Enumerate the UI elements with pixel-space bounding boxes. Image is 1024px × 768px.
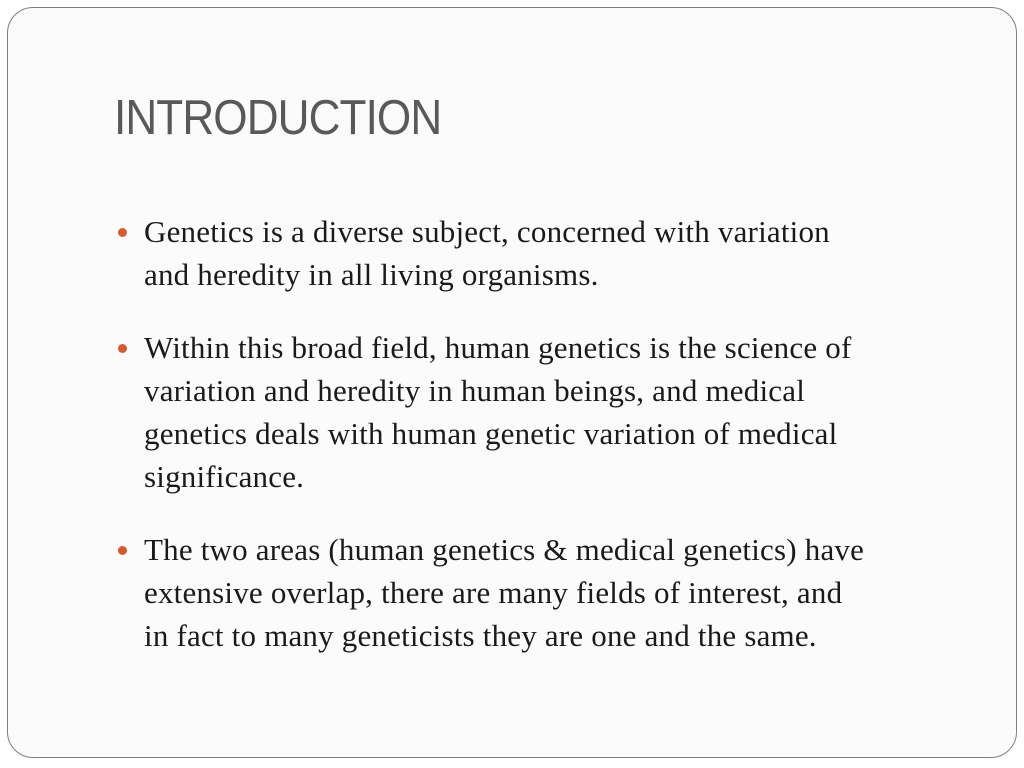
bullet-line: Within this broad field, human genetics is the science of — [144, 330, 852, 365]
bullet-item — [118, 528, 968, 657]
bullet-line: variation and heredity in human beings, and medical — [144, 373, 806, 408]
bullet-dot-icon — [118, 344, 127, 353]
bullet-line: and heredity in all living organisms. — [144, 257, 599, 292]
slide — [7, 7, 1017, 758]
bullet-item — [118, 326, 968, 498]
slide-title: INTRODUCTION — [114, 91, 442, 145]
bullet-line: significance. — [144, 459, 305, 494]
bullet-line: in fact to many geneticists they are one and the same. — [144, 618, 817, 653]
bullet-line: Genetics is a diverse subject, concerned with variation — [144, 214, 830, 249]
bullet-dot-icon — [118, 228, 127, 237]
bullet-item — [118, 210, 968, 296]
bullet-line: extensive overlap, there are many fields of interest, and — [144, 575, 843, 610]
bullet-list — [118, 210, 968, 687]
bullet-line: The two areas (human genetics & medical genetics) have — [144, 532, 865, 567]
bullet-line: genetics deals with human genetic variation of medical — [144, 416, 838, 451]
bullet-dot-icon — [118, 546, 127, 555]
